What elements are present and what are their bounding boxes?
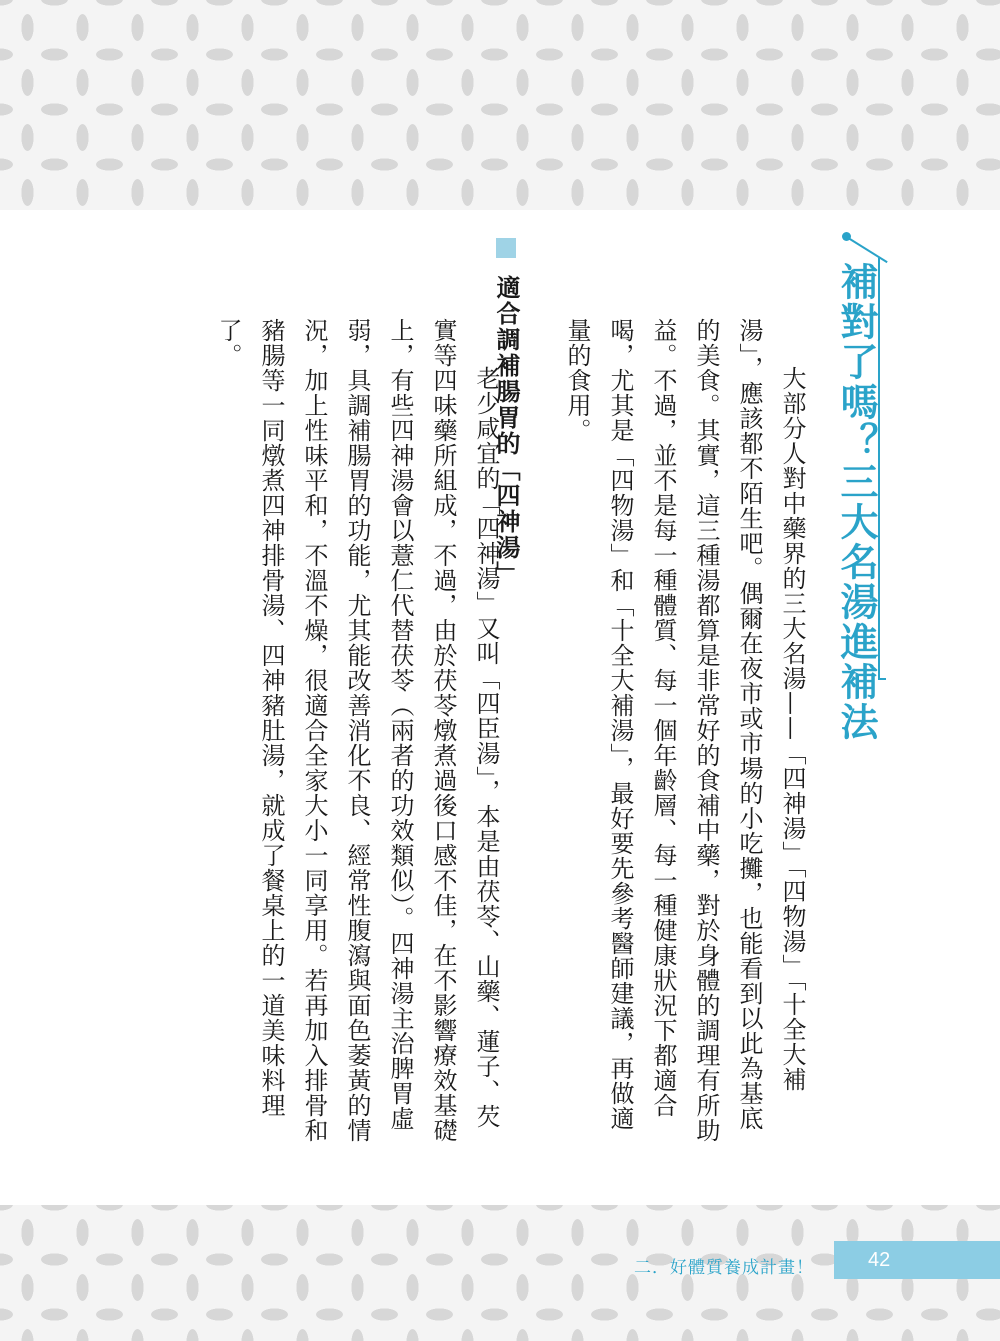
intro-paragraph-text: 大部分人對中藥界的三大名湯——「四神湯」「四物湯」「十全大補湯」，應該都不陌生吧。偶爾在夜市或市場的小吃攤，也能看到以此為基底的美食。其實，這三種湯都算是非常好的食補中藥，對於身體的調理有所助益。不過，並不是每一種體質、每一個年齡層、每一種健康狀況下都適合喝，尤其是「四物湯」和「十全大補湯」，最好要先參考醫師建議，再做適量的食用。 [563,318,806,1143]
subheading-square-marker [496,238,516,258]
body-paragraph-text: 老少咸宜的「四神湯」又叫「四臣湯」，本是由茯苓、山藥、蓮子、芡實等四味藥所組成，不過，由於茯苓燉煮過後口感不佳，在不影響療效基礎上，有些四神湯會以薏仁代替茯苓（兩者的功效類似）。四神湯主治脾胃虛弱，具調補腸胃的功能，尤其能改善消化不良、經常性腹瀉與面色萎黃的情況，加上性味平和，不溫不燥，很適合全家大小一同享用。若再加入排骨和豬腸等一同燉煮四神排骨湯、四神豬肚湯，就成了餐桌上的一道美味料理了。 [214,318,500,1143]
page-number: 42 [868,1249,891,1271]
subheading: 適合調補腸胃的「四神湯」 [492,275,520,587]
footer-section-title: 二．好體質養成計畫！ [634,1258,814,1278]
top-pattern-band [0,0,1000,210]
intro-paragraph [555,318,813,1148]
page-number-box [834,1241,1000,1279]
body-paragraph [206,318,507,1148]
page-title: 補對了嗎？三大名湯進補法 [834,262,878,742]
